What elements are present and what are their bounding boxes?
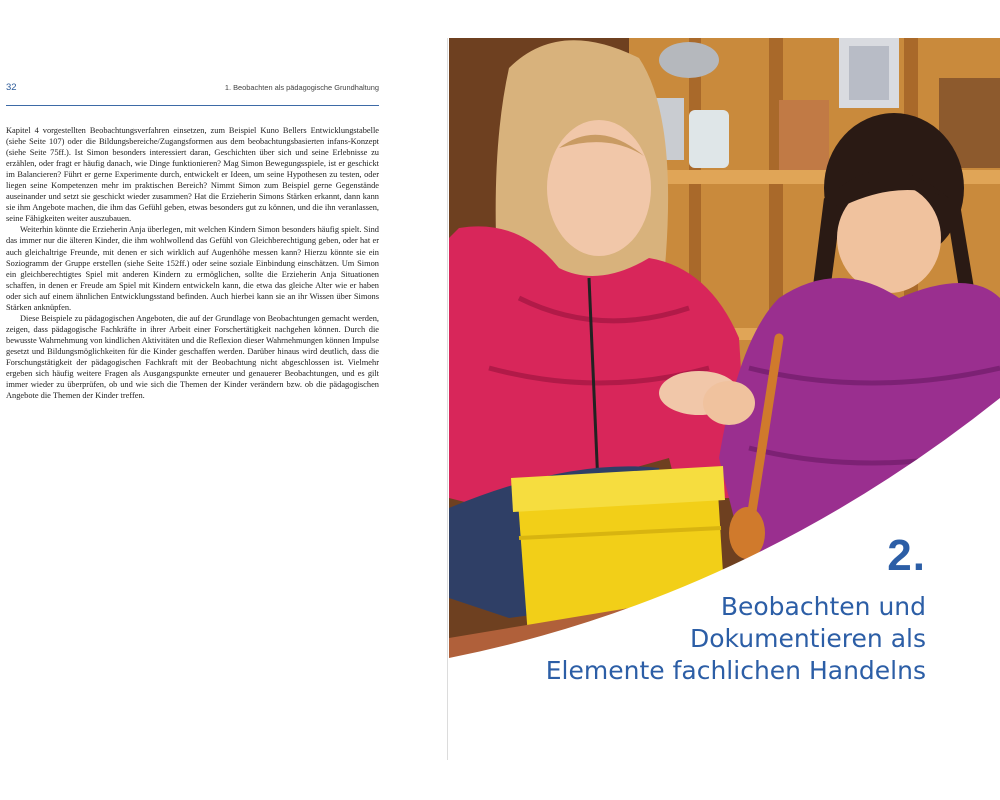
chapter-number: 2. [887, 531, 926, 580]
right-page [449, 38, 1000, 760]
paragraph-2: Weiterhin könnte die Erzieherin Anja überlegen, mit welchen Kindern Simon besonders häufig spielt. Sind das immer nur die älteren Kinder, die ihm wohlwollend das Gefühl von Gleichberechtigung geben, oder hat er auch gleichaltrige Freunde, mit denen er sich wirklich auf Augenhöhe messen kann? Hierzu könnte sie ein Soziogramm der Gruppe erstellen (siehe Seite 152ff.) oder seine soziale Einbindung einschätzen. Um Simon ein gleichberechtigtes Spiel mit anderen Kindern zu ermöglichen, sollte die Erzieherin Anja Situationen schaffen, in denen er Freude am Spiel mit Kindern entwickeln kann, die etwa das gleiche Alter wie er haben oder sich auf einem ähnlichen Entwicklungsstand befinden. Auch hierbei kann sie an ihr Wissen über Simons Stärken anknüpfen. [6, 225, 379, 312]
chapter-title [496, 591, 926, 687]
paragraph-1: Kapitel 4 vorgestellten Beobachtungsverfahren einsetzen, zum Beispiel Kuno Bellers Entwicklungstabelle (siehe Seite 107) oder die Bildungsbereiche/Zugangsformen aus dem beobachtungsbasierten infans-Konzept (siehe Seite 75ff.). Ist Simon besonders interessiert daran, Geschichten über sich und seine Erlebnisse zu erzählen, oder fragt er häufig danach, wie Dinge funktionieren? Mag Simon Bewegungsspiele, ist er geschickt im Balancieren? Führt er gerne Experimente durch, entwickelt er Ideen, um seine Hypothesen zu testen, oder liegen seine Kompetenzen mehr im praktischen Bereich? Nimmt Simon zum Beispiel gerne Gegenstände auseinander und setzt sie geschickt wieder zusammen? Hat die Erzieherin Simons Stärken erkannt, dann kann sie ihm Angebote machen, die ihm das Gefühl geben, etwas besonders gut zu können, und die ihn veranlassen, seine Fähigkeiten weiter auszubauen. [6, 126, 379, 224]
chapter-title-line-2: Dokumentieren als [690, 624, 926, 653]
chapter-title-line-3: Elemente fachlichen Handelns [545, 656, 926, 685]
running-head [6, 79, 379, 106]
book-gutter [447, 38, 448, 760]
left-page [0, 0, 448, 800]
body-text [6, 125, 379, 401]
chapter-title-line-1: Beobachten und [720, 592, 926, 621]
paragraph-3: Diese Beispiele zu pädagogischen Angeboten, die auf der Grundlage von Beobachtungen gemacht werden, zeigen, dass pädagogische Fachkräfte in ihrer Arbeit einer Forschertätigkeit nachgehen können. Durch die bewusste Wahrnehmung von kindlichen Aktivitäten und die Reflexion dieser Wahrnehmungen können Impulse gesetzt und Bildungsmöglichkeiten für die Kinder geschaffen werden. Darüber hinaus wird deutlich, dass die Forschungstätigkeit der pädagogischen Fachkraft mit der Beobachtung nicht abgeschlossen ist. Vielmehr ergeben sich häufig weitere Fragen als Ausgangspunkte erneuter und genauerer Beobachtungen, und es gilt immer wieder zu überprüfen, ob und wie sich die Themen der Kinder verändern bzw. ob die pädagogischen Angebote die Themen der Kinder treffen. [6, 313, 379, 401]
page-number: 32 [6, 82, 17, 93]
chapter-reference: 1. Beobachten als pädagogische Grundhaltung [224, 83, 379, 92]
